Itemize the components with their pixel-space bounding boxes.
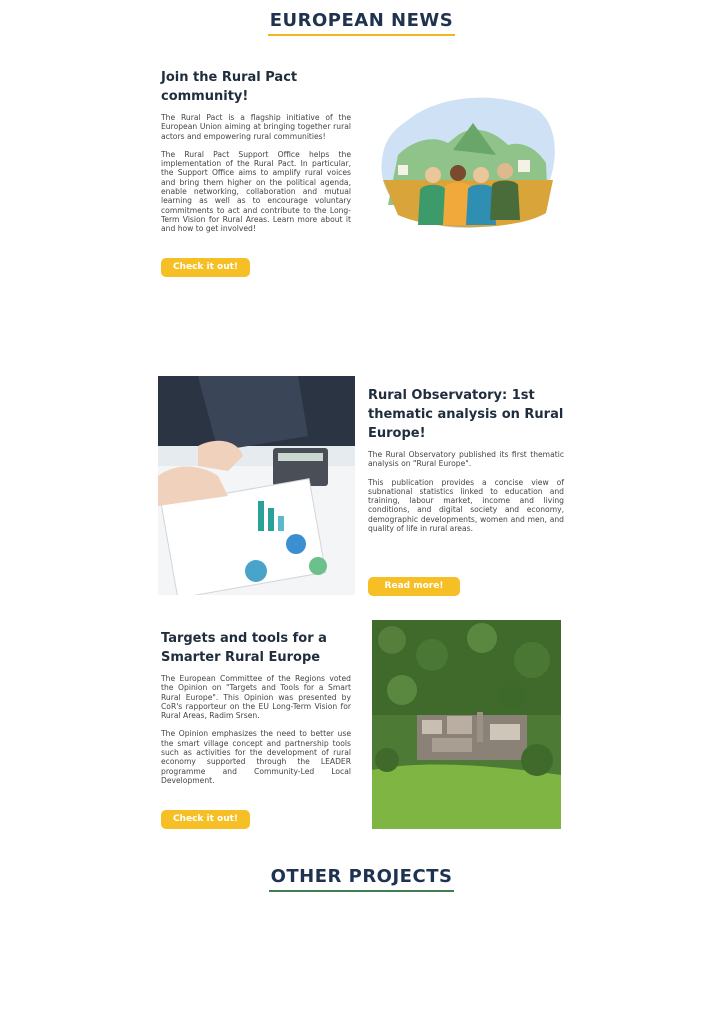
article-rural-observatory [368, 386, 564, 533]
article-paragraph: The Rural Pact Support Office helps the implementation of the Rural Pact. In particular, the Support Office aims to amplify rural voices and bring them higher on the political agenda, enable networking, collaboration and mutual learning as well as to encourage voluntary commitments to act and contribute to the Long-Term Vision for Rural Areas. Learn more about it and how to get involved! [161, 149, 351, 234]
article-paragraph: The Rural Pact is a flagship initiative of the European Union aiming at bringing together rural actors and empowering rural communities! [161, 113, 351, 141]
read-more-button[interactable]: Read more! [368, 577, 460, 596]
village-landscape-photo [372, 620, 561, 829]
article-rural-pact [161, 68, 351, 234]
other-projects-title: OTHER PROJECTS [269, 866, 455, 892]
article-paragraph: The Rural Observatory published its first thematic analysis on "Rural Europe". [368, 450, 564, 469]
article-title: Rural Observatory: 1st thematic analysis on Rural Europe! [368, 388, 564, 441]
article-title: Join the Rural Pact community! [161, 70, 298, 104]
rural-observatory-photo [158, 376, 355, 595]
article-paragraph: This publication provides a concise view of subnational statistics linked to education and training, labour market, income and living conditions, and digital society and economy, demographic developments, women and men, and quality of life in rural areas. [368, 477, 564, 534]
article-title: Targets and tools for a Smarter Rural Europe [161, 631, 327, 665]
rural-pact-illustration [378, 95, 556, 230]
article-paragraph: The European Committee of the Regions voted the Opinion on "Targets and Tools for a Smart Rural Europe". This Opinion was presented by CoR's rapporteur on the EU Long-Term Vision for Rural Areas, Radim Srsen. [161, 674, 351, 721]
other-projects-heading [0, 866, 723, 892]
european-news-title: EUROPEAN NEWS [268, 10, 456, 36]
european-news-heading [0, 10, 723, 36]
article-smarter-rural-europe [161, 629, 351, 785]
article-paragraph: The Opinion emphasizes the need to better use the smart village concept and partnership tools such as activities for the development of rural economy supported through the LEADER programme and Community-Led Local Development. [161, 729, 351, 785]
check-it-out-button[interactable]: Check it out! [161, 258, 250, 277]
check-it-out-button[interactable]: Check it out! [161, 810, 250, 829]
